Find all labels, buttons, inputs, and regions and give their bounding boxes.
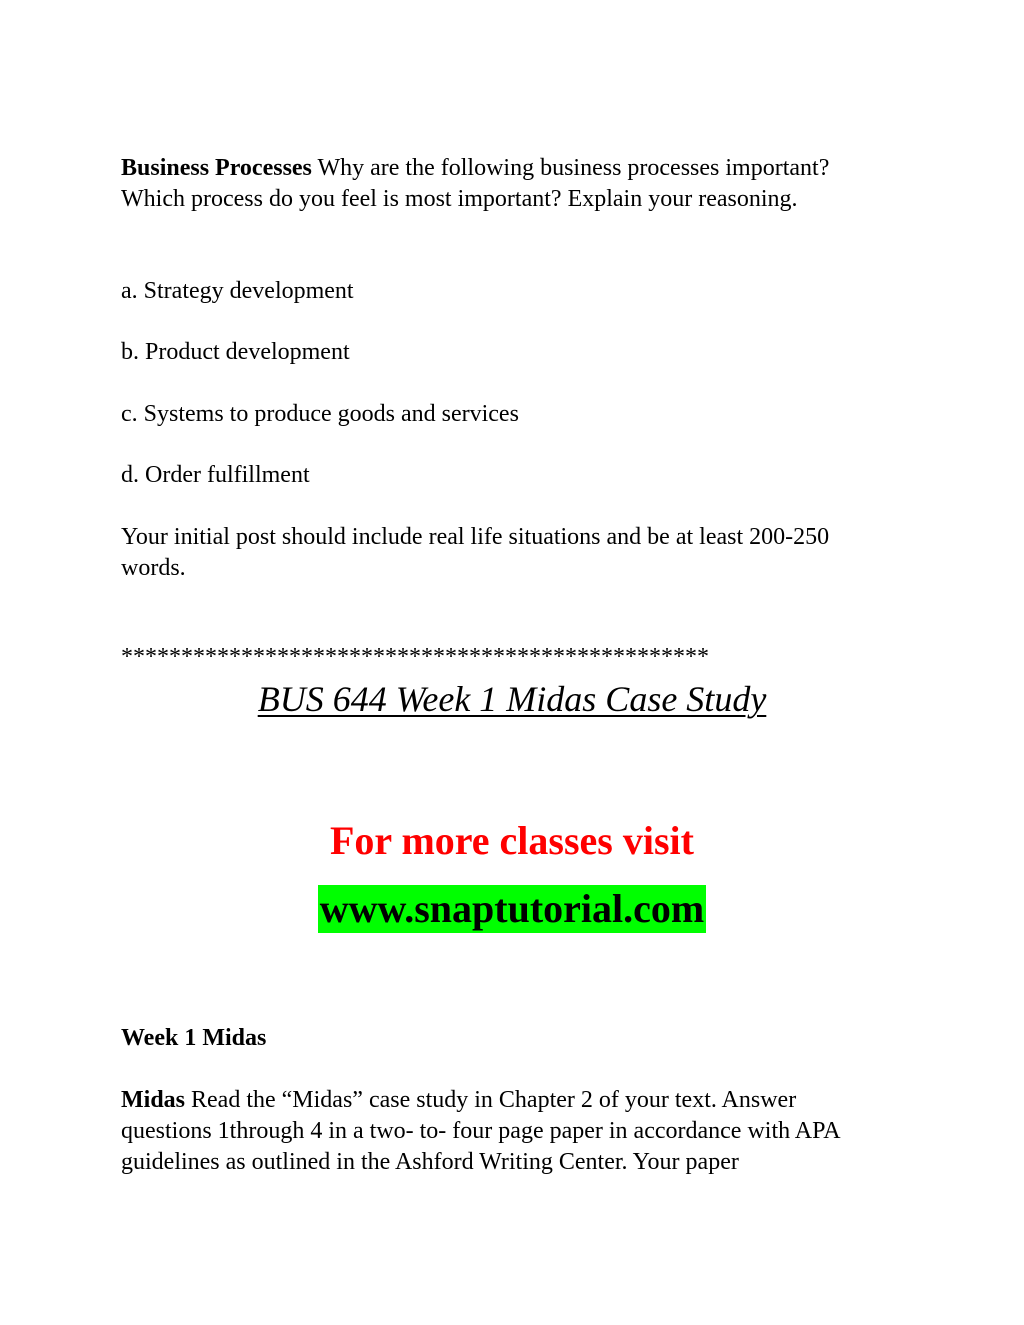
week-heading: Week 1 Midas bbox=[121, 1025, 267, 1051]
intro-heading: Business Processes bbox=[121, 155, 312, 181]
midas-text: Read the “Midas” case study in Chapter 2 of your text. Answer questions 1through 4 in a two- to- four page paper in accordance with APA guidelines as outlined in the Ashford Writing Center. Your paper bbox=[121, 1087, 840, 1175]
list-item-a: a. Strategy development bbox=[121, 278, 354, 304]
separator-line: ************************************************* bbox=[121, 644, 709, 670]
midas-heading: Midas bbox=[121, 1087, 186, 1113]
promo-url[interactable]: www.snaptutorial.com bbox=[319, 886, 705, 931]
list-item-b: b. Product development bbox=[121, 339, 350, 365]
intro-text: Why are the following business processes important? Which process do you feel is most important? Explain your reasoning. bbox=[121, 155, 830, 212]
list-item-d: d. Order fulfillment bbox=[121, 462, 310, 488]
list-item-c: c. Systems to produce goods and services bbox=[121, 401, 519, 427]
midas-paragraph bbox=[121, 1085, 891, 1178]
intro-paragraph bbox=[121, 153, 891, 215]
promo-text: For more classes visit bbox=[329, 818, 694, 863]
requirement-paragraph: Your initial post should include real life situations and be at least 200-250 words. bbox=[121, 524, 830, 581]
case-title bbox=[0, 677, 1024, 721]
case-title-text: BUS 644 Week 1 Midas Case Study bbox=[257, 679, 767, 719]
promo-url-wrap bbox=[0, 885, 1024, 933]
